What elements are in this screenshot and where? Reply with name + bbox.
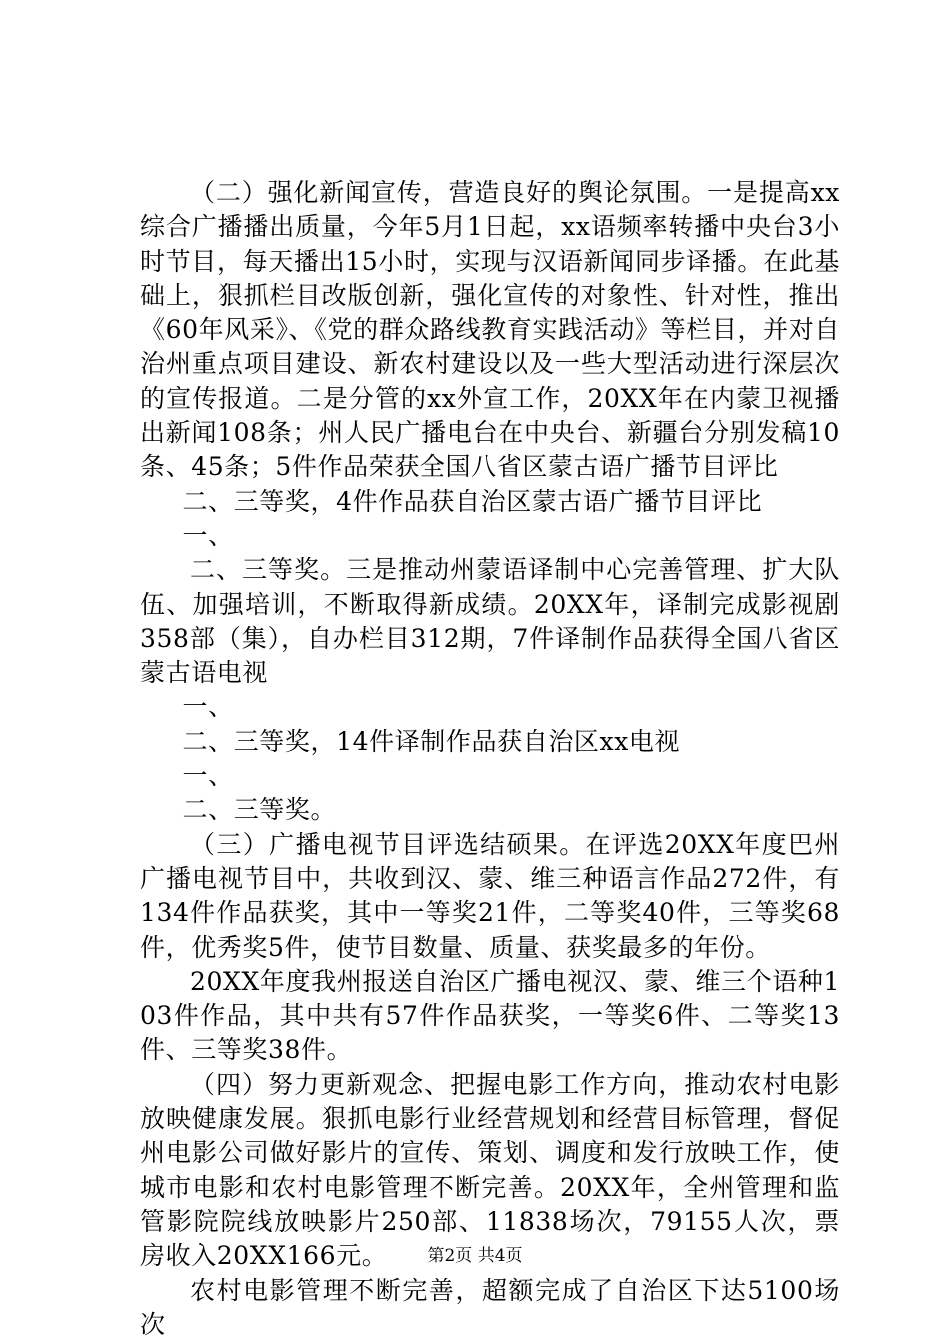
document-body: [140, 176, 840, 1342]
paragraph: （三）广播电视节目评选结硕果。在评选20XX年度巴州广播电视节目中，共收到汉、蒙、维三种语言作品272件，有134件作品获奖，其中一等奖21件，二等奖40件，三等奖68件，优秀奖5件，使节目数量、质量、获奖最多的年份。: [140, 829, 840, 962]
paragraph: 一、: [182, 692, 234, 722]
paragraph: （二）强化新闻宣传，营造良好的舆论氛围。一是提高xx综合广播播出质量，今年5月1日起，xx语频率转播中央台3小时节目，每天播出15小时，实现与汉语新闻同步译播。在此基础上，狠抓栏目改版创新，强化宣传的对象性、针对性，推出《60年风采》、《党的群众路线教育实践活动》等栏目，并对自治州重点项目建设、新农村建设以及一些大型活动进行深层次的宣传报道。二是分管的xx外宣工作，20XX年在内蒙卫视播出新闻108条；州人民广播电台在中央台、新疆台分别发稿10条、45条；5件作品荣获全国八省区蒙古语广播节目评比: [140, 178, 840, 482]
paragraph: 二、三等奖，14件译制作品获自治区xx电视: [182, 726, 681, 756]
paragraph: 二、三等奖，4件作品获自治区蒙古语广播节目评比: [182, 486, 763, 516]
paragraph: 20XX年度我州报送自治区广播电视汉、蒙、维三个语种103件作品，其中共有57件作品获奖，一等奖6件、二等奖13件、三等奖38件。: [140, 966, 840, 1065]
page-footer: 第2页 共4页: [427, 1246, 523, 1266]
paragraph: 一、: [182, 761, 234, 791]
paragraph: （四）努力更新观念、把握电影工作方向，推动农村电影放映健康发展。狠抓电影行业经营规划和经营目标管理，督促州电影公司做好影片的宣传、策划、调度和发行放映工作，使城市电影和农村电影管理不断完善。20XX年，全州管理和监管影院院线放映影片250部、11838场次，79155人次，票房收入20XX166元。: [140, 1069, 840, 1271]
paragraph: 农村电影管理不断完善，超额完成了自治区下达5100场次: [140, 1275, 840, 1339]
paragraph: 二、三等奖。三是推动州蒙语译制中心完善管理、扩大队伍、加强培训，不断取得新成绩。20XX年，译制完成影视剧358部（集），自办栏目312期，7件译制作品获得全国八省区蒙古语电视: [140, 555, 840, 688]
paragraph: 一、: [182, 520, 234, 550]
paragraph: 二、三等奖。: [182, 795, 337, 825]
